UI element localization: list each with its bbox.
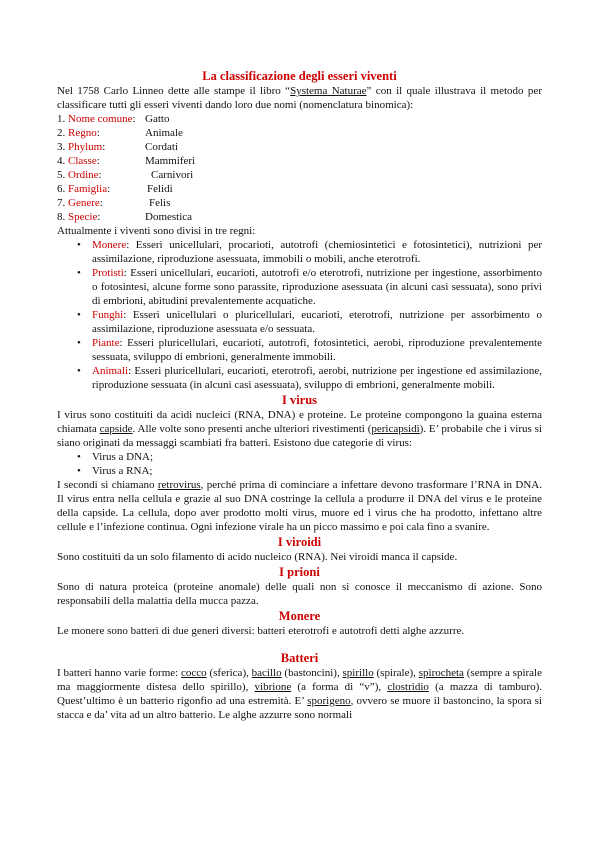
taxonomy-row: 3. Phylum: Cordati xyxy=(57,141,178,153)
taxonomy-list xyxy=(57,112,542,224)
kingdom-name: Monere xyxy=(92,239,127,251)
taxonomy-value: Gatto xyxy=(145,113,170,125)
kingdom-description: : Esseri unicellulari, eucarioti, autotrofi e/o eterotrofi, nutrizione per ingestione, assorbimento o fotosintesi, alcune forme sono parassite, riproduzione asessuata (in alcuni casi sessuata), sono privi di embrioni, abitudini prevalentemente acquatiche. xyxy=(92,267,542,307)
batteri-paragraph: I batteri hanno varie forme: cocco (sferica), bacillo (bastoncini), spirillo (spirale), spirocheta (sempre a spirale ma maggiormente distesa dello spirillo), vibrione (a forma di “v”), clostridio (a mazza di tamburo). Quest’ultimo è un batterio rigonfio ad una estremità. E’ sporigeno, ovvero se muore il bastoncino, la spora si stacca e da’ vita ad un altro batterio. Le alghe azzurre sono normali xyxy=(57,667,542,721)
book-title: Systema Naturae xyxy=(290,85,367,97)
taxonomy-label: Specie xyxy=(68,211,98,223)
section-heading-prioni: I prioni xyxy=(279,565,320,579)
monere-paragraph: Le monere sono batteri di due generi diversi: batteri eterotrofi e autotrofi detti alghe azzurre. xyxy=(57,625,465,637)
section-heading-viroidi: I viroidi xyxy=(277,535,322,549)
taxonomy-row: 1. Nome comune: Gatto xyxy=(57,113,170,125)
kingdom-item xyxy=(57,364,542,392)
kingdoms-intro: Attualmente i viventi sono divisi in tre regni: xyxy=(57,225,256,237)
retrovirus-paragraph: I secondi si chiamano retrovirus, perché prima di cominciare a infettare devono trasformare l’RNA in DNA. Il virus entra nella cellula e grazie al suo DNA costringe la cellula a produrre il DNA del virus e le proteine della capside. La cellula, dopo aver prodotto molti virus, muore ed i virus che ha prodotto, infettano altre cellule e l’infezione continua. Ogni infezione virale ha un picco massimo e poi cala fino a svanire. xyxy=(57,479,542,533)
kingdom-item xyxy=(57,336,542,364)
kingdom-item xyxy=(57,308,542,336)
section-heading-batteri: Batteri xyxy=(280,651,319,665)
section-heading-virus: I virus xyxy=(281,393,318,407)
term-spirillo: spirillo xyxy=(342,667,374,679)
kingdoms-list xyxy=(57,238,542,392)
term-clostridio: clostridio xyxy=(387,681,429,693)
term-cocco: cocco xyxy=(181,667,207,679)
taxonomy-value: Cordati xyxy=(145,141,178,153)
spacer xyxy=(57,638,542,650)
intro-text-end: ” con il quale illustrava il metodo per classificare tutti gli esseri viventi dando loro due nomi (nomenclatura binomica): xyxy=(57,85,542,111)
kingdom-description: : Esseri unicellulari, procarioti, autotrofi (chemiosintetici e fotosintetici), nutrizioni per assimilazione, riproduzione asessuata, immobili o mobili, anche eterotrofi. xyxy=(92,239,542,265)
taxonomy-value: Felidi xyxy=(147,183,173,195)
taxonomy-label: Regno xyxy=(68,127,97,139)
taxonomy-row: 8. Specie: Domestica xyxy=(57,211,193,223)
kingdom-item xyxy=(57,266,542,308)
taxonomy-label: Genere xyxy=(68,197,100,209)
virus-type-item: • Virus a RNA; xyxy=(57,464,542,478)
taxonomy-value: Felis xyxy=(149,197,171,209)
kingdom-name: Piante xyxy=(92,337,120,349)
kingdom-description: : Esseri unicellulari o pluricellulari, eucarioti, eterotrofi, nutrizione per assorbimento o assimilazione, riproduzione asessuata e/o sessuata. xyxy=(92,309,542,335)
taxonomy-row: 4. Classe: Mammiferi xyxy=(57,155,196,167)
kingdom-description: : Esseri pluricellulari, eucarioti, autotrofi, fotosintetici, aerobi, riproduzione prevalentemente sessuata, sviluppo di embrioni, generalmente immobili. xyxy=(92,337,542,363)
taxonomy-row: 5. Ordine: Carnivori xyxy=(57,169,194,181)
term-bacillo: bacillo xyxy=(251,667,282,679)
taxonomy-label: Famiglia xyxy=(68,183,108,195)
taxonomy-row: 7. Genere: Felis xyxy=(57,197,171,209)
taxonomy-label: Nome comune xyxy=(68,113,133,125)
taxonomy-label: Ordine xyxy=(68,169,99,181)
kingdom-item xyxy=(57,238,542,266)
taxonomy-row: 6. Famiglia: Felidi xyxy=(57,183,173,195)
taxonomy-value: Carnivori xyxy=(151,169,194,181)
taxonomy-value: Domestica xyxy=(145,211,193,223)
page-title: La classificazione degli esseri viventi xyxy=(202,69,397,83)
taxonomy-row: 2. Regno: Animale xyxy=(57,127,183,139)
prioni-paragraph: Sono di natura proteica (proteine anomale) delle quali non si conosce il meccanismo di azione. Sono responsabili della malattia della mucca pazza. xyxy=(57,581,542,607)
taxonomy-label: Classe xyxy=(68,155,97,167)
viroidi-paragraph: Sono costituiti da un solo filamento di acido nucleico (RNA). Nei viroidi manca il capside. xyxy=(57,551,458,563)
virus-types-list xyxy=(57,450,542,478)
kingdom-name: Animali xyxy=(92,365,129,377)
kingdom-name: Protisti xyxy=(92,267,124,279)
taxonomy-label: Phylum xyxy=(68,141,103,153)
term-retrovirus: retrovirus xyxy=(157,479,201,491)
taxonomy-value: Animale xyxy=(145,127,183,139)
term-sporigeno: sporigeno xyxy=(307,695,351,707)
term-capside: capside xyxy=(99,423,133,435)
kingdom-name: Funghi xyxy=(92,309,124,321)
taxonomy-value: Mammiferi xyxy=(145,155,196,167)
term-vibrione: vibrione xyxy=(254,681,292,693)
kingdom-description: : Esseri pluricellulari, eucarioti, eterotrofi, aerobi, nutrizione per ingestione ed assimilazione, riproduzione sessuata (in alcuni casi asessuata), sviluppo di embrioni, generalmente mobili. xyxy=(92,365,542,391)
term-pericapsidi: pericapsidi xyxy=(371,423,420,435)
intro-paragraph xyxy=(57,84,542,112)
section-heading-monere: Monere xyxy=(278,609,321,623)
virus-paragraph: I virus sono costituiti da acidi nucleici (RNA, DNA) e proteine. Le proteine compongono la guaina esterna chiamata capside. Alle volte sono presenti anche ulteriori rivestimenti (pericapsidi). E’ probabile che i virus si siano originati da messaggi scambiati fra batteri. Esistono due categorie di virus: xyxy=(57,409,542,449)
term-spirocheta: spirocheta xyxy=(418,667,464,679)
intro-text-start: Nel 1758 Carlo Linneo dette alle stampe il libro “ xyxy=(57,85,291,97)
virus-type-item: • Virus a DNA; xyxy=(57,450,542,464)
